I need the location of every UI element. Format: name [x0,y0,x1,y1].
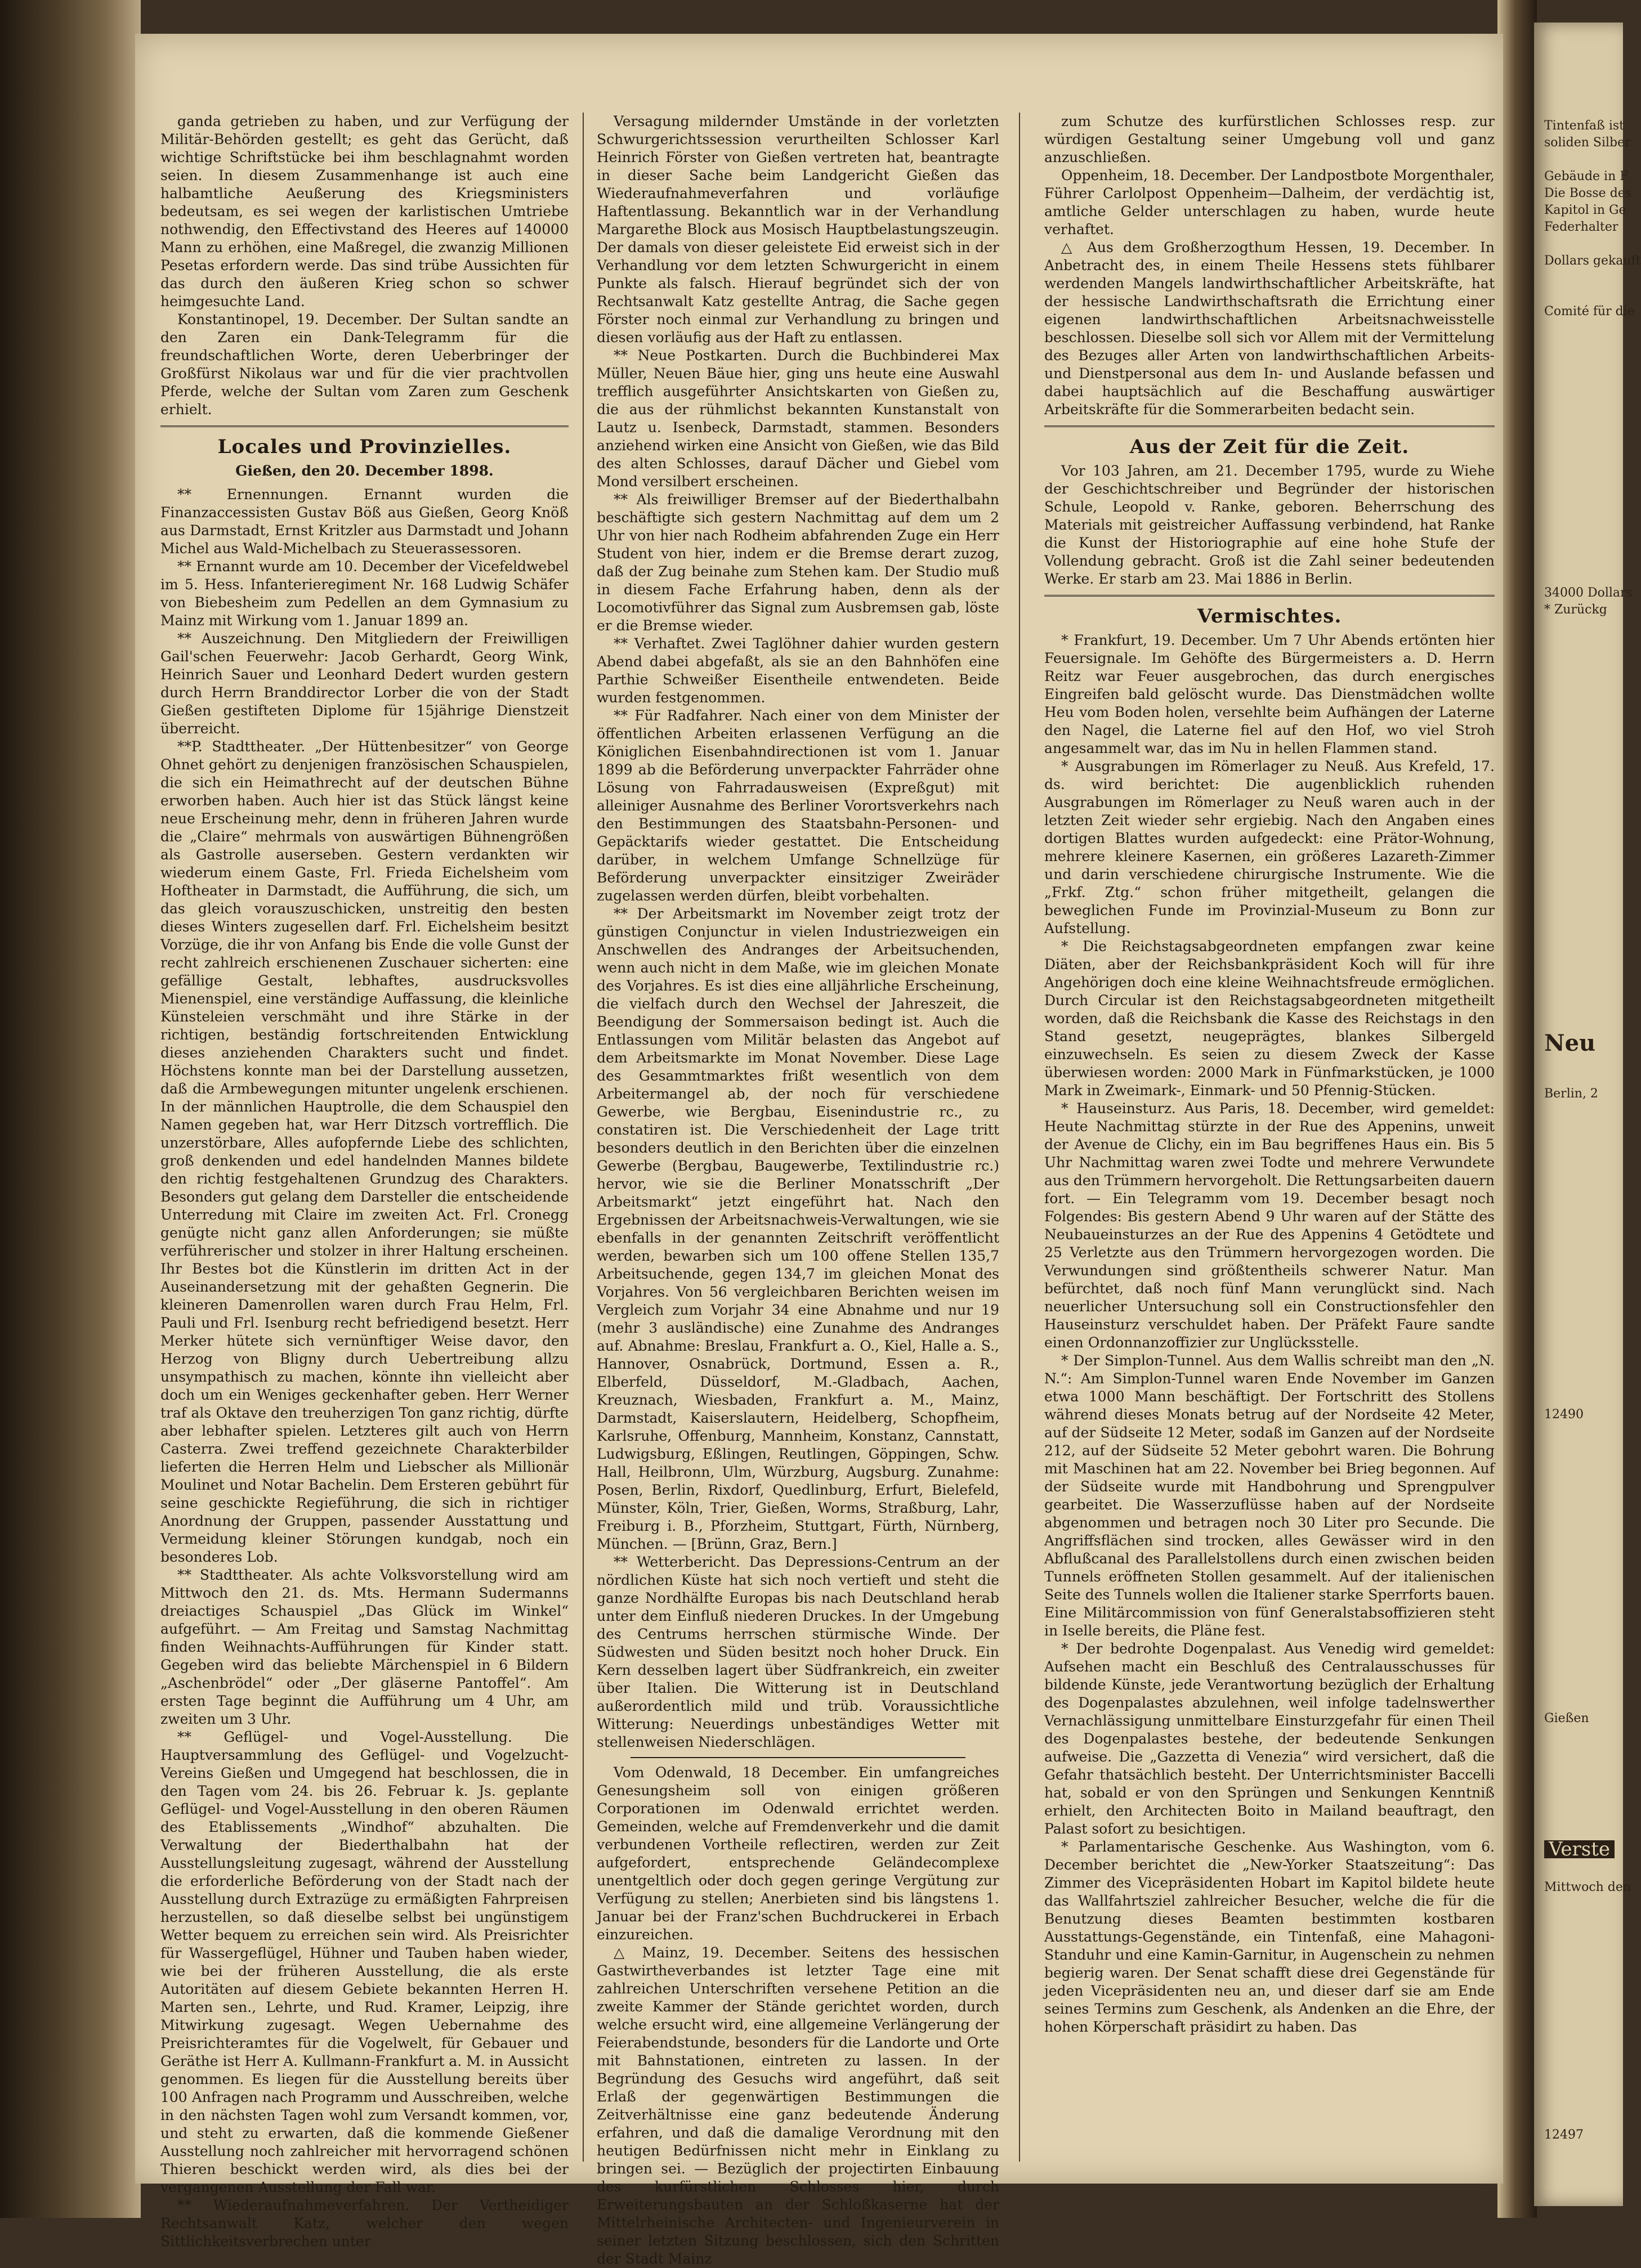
adjacent-line: Die Bosse des [1544,186,1632,200]
article-ranke: Vor 103 Jahren, am 21. December 1795, wurde zu Wiehe der Geschichtschreiber und Begründer der historischen Schule, Leopold v. Ranke, geboren. Beherrschung des Materials mit geistreicher Auffassung verbindend, hat Ranke die Kunst der Historiographie auf eine hohe Stufe der Vollendung gebracht. Groß ist die Zahl seiner bedeutenden Werke. Er starb am 23. Mai 1886 in Berlin. [1044,463,1495,587]
article-hauseinsturz: * Hauseinsturz. Aus Paris, 18. December, wird gemeldet: Heute Nachmittag stürzte in der Rue des Appenins, unweit der Avenue de Clichy, ein im Bau begriffenes Haus ein. Bis 5 Uhr Nachmittag waren zwei Todte und mehrere Verwundete aus den Trümmern hervorgeholt. Die Rettungsarbeiten dauern fort. — Ein Telegramm vom 19. December besagt noch Folgendes: Bis gestern Abend 9 Uhr waren auf der Stätte des Neubaueinsturzes an der Rue des Appenins 4 Getödtete und 25 Verletzte aus den Trümmern hervorgezogen worden. Die Verwundungen sind größtentheils schwerer Natur. Man befürchtet, daß noch fünf Mann verunglückt sind. Nach neuerlicher Untersuchung soll ein Constructionsfehler den Hauseinsturz verschuldet haben. Der Präfekt Faure sandte einen Ordonnanzoffizier zur Unglücksstelle. [1044,1100,1495,1351]
adjacent-line: Kapitol in Ge [1544,203,1626,217]
article-auszeichnung: ** Auszeichnung. Den Mitgliedern der Freiwilligen Gail'schen Feuerwehr: Jacob Gerhardt, Georg Wink, Heinrich Sauer und Leonhard Dedert wurden gestern durch Herrn Branddirector Lorber die von der Stadt Gießen gestifteten Diplome für 15jährige Dienstzeit überreicht. [160,630,569,737]
section-heading-zeit: Aus der Zeit für die Zeit. [1129,436,1410,458]
column-2 [597,113,999,2267]
article-ausstellung: ** Geflügel- und Vogel-Ausstellung. Die Hauptversammlung des Geflügel- und Vogelzucht-Vereins Gießen und Umgegend hat beschlossen, die in den Tagen vom 24. bis 26. Februar k. Js. geplante Geflügel- und Vogel-Ausstellung in den oberen Räumen des Etablissements „Windhof“ abzuhalten. Die Verwaltung der Biederthalbahn hat der Ausstellungsleitung zugesagt, während der Ausstellung die erforderliche Beförderung von der Stadt nach der Ausstellung durch Extrazüge zu ermäßigten Fahrpreisen herzustellen, so daß dieselbe selbst bei ungünstigem Wetter bequem zu erreichen sein wird. Als Preisrichter für Wassergeflügel, Hühner und Tauben haben wieder, wie bei der früheren Ausstellung, die als erste Autoritäten auf diesem Gebiete bekannten Herren H. Marten sen., Lehrte, und Rud. Kramer, Leipzig, ihre Mitwirkung zugesagt. Wegen Uebernahme des Preisrichteramtes für die Vogelwelt, für Gebauer und Geräthe ist Herr A. Kullmann-Frankfurt a. M. in Aussicht genommen. Es liegen für die Ausstellung bereits über 100 Anfragen nach Programm und Ausschreiben, welche in den nächsten Tagen wohl zum Versandt kommen, vor, und steht zu erwarten, daß die kommende Gießener Ausstellung noch zahlreicher mit hervorragend schönen Thieren beschickt werden wird, als dies bei der vergangenen Ausstellung der Fall war. [160,1729,569,2195]
article-verhaftet: ** Verhaftet. Zwei Taglöhner dahier wurden gestern Abend dabei abgefaßt, als sie an den Bahnhöfen eine Parthie Schweißer Eisentheile entwendeten. Beide wurden festgenommen. [597,635,999,706]
article-simplon: * Der Simplon-Tunnel. Aus dem Wallis schreibt man den „N. N.“: Am Simplon-Tunnel waren Ende November im Ganzen etwa 1000 Mann beschäftigt. Der Fortschritt des Stollens während dieses Monats betrug auf der Nordseite 42 Meter, auf der Südseite 12 Meter, sodaß im Ganzen auf der Nordseite 212, auf der Südseite 52 Meter gebohrt waren. Die Bohrung mit Maschinen hat am 22. November bei Brieg begonnen. Auf der Südseite wurde mit Handbohrung und Sprengpulver gearbeitet. Die Wasserzuflüsse haben auf der Nordseite abgenommen und betragen noch 30 Liter pro Secunde. Die Angriffsflächen sind trocken, alles Gewässer wird in den Abflußcanal des Parallelstollens durch einen zwischen beiden Tunnels eröffneten Stollen gesammelt. Auf der italienischen Seite des Tunnels wollen die Italiener starke Sperrforts bauen. Eine Militärcommission von fünf Generalstabsoffizieren steht in Iselle bereits, die Pläne fest. [1044,1352,1495,1639]
adjacent-heading-bar: Verste [1544,1840,1615,1858]
article-constantinople: Konstantinopel, 19. December. Der Sultan sandte an den Zaren ein Dank-Telegramm für die freundschaftlichen Worte, deren Ueberbringer der Großfürst Nikolaus war und für die vier prachtvollen Pferde, welche der Sultan vom Zaren zum Geschenk erhielt. [160,311,569,418]
adjacent-page-fragment [1534,23,1641,2206]
adjacent-line: Tintenfaß ist [1544,119,1625,133]
article-ausgrabungen: * Ausgrabungen im Römerlager zu Neuß. Aus Krefeld, 17. ds. wird berichtet: Die augenblicklich ruhenden Ausgrabungen im Römerlager zu Neuß waren auch in der letzten Zeit wieder sehr ergiebig. Nach den Angaben eines dortigen Blattes wurden aufgedeckt: eine Prätor-Wohnung, mehrere kleinere Kasernen, ein größeres Lazareth-Zimmer und darin verschiedene chirurgische Instrumente. Wie die „Frkf. Ztg.“ schon früher mitgetheilt, gelangen die beweglichen Funde im Provinzial-Museum zu Bonn zur Aufstellung. [1044,758,1495,936]
article-odenwald: Vom Odenwald, 18 December. Ein umfangreiches Genesungsheim soll von einigen größeren Corporationen im Odenwald errichtet werden. Gemeinden, welche auf Fremdenverkehr und die damit verbundenen Vortheile reflectiren, werden zur Zeit aufgefordert, entsprechende Geländecomplexe unentgeltlich oder doch gegen geringe Vergütung zur Verfügung zu stellen; Anerbieten sind bis längstens 1. Januar bei der Franz'schen Buchdruckerei in Erbach einzureichen. [597,1764,999,1943]
article-bremser: ** Als freiwilliger Bremser auf der Biederthalbahn beschäftigte sich gestern Nachmittag auf dem um 2 Uhr von hier nach Rodheim abfahrenden Zuge ein Herr Student von hier, indem er die Bremse derart zuzog, daß der Zug beinahe zum Stehen kam. Der Studio muß in diesem Fache Erfahrung haben, denn als der Locomotivführer das Signal zum Ausbremsen gab, löste er die Bremse wieder. [597,491,999,634]
article-stadttheater: ** Stadttheater. Als achte Volksvorstellung wird am Mittwoch den 21. ds. Mts. Hermann Sudermanns dreiactiges Schauspiel „Das Glück im Winkel“ aufgeführt. — Am Freitag und Samstag Nachmittag finden Weihnachts-Aufführungen für Kinder statt. Gegeben wird das beliebte Märchenspiel in 6 Bildern „Aschenbrödel“ oder „Der gläserne Pantoffel“. Am ersten Tage beginnt die Aufführung um 4 Uhr, am zweiten um 3 Uhr. [160,1567,569,1727]
article-wetterbericht: ** Wetterbericht. Das Depressions-Centrum an der nördlichen Küste hat sich noch vertieft und steht die ganze Nordhälfte Europas bis nach Deutschland herab unter dem Einfluß niederen Druckes. In der Umgebung des Centrums herrschen stürmische Winde. Der Südwesten und Süden besitzt noch hoher Druck. Ein Kern desselben lagert über Südfrankreich, ein zweiter über Italien. Die Witterung ist in Deutschland außerordentlich mild und trüb. Voraussichtliche Witterung: Neuerdings unbeständiges Wetter mit stellenweisen Niederschlägen. [597,1554,999,1750]
adjacent-line: Comité für die [1544,304,1635,319]
article-hessen: △ Aus dem Großherzogthum Hessen, 19. December. In Anbetracht des, in einem Theile Hessens stets fühlbarer werdenden Mangels landwirthschaftlicher Arbeitskräfte, hat der hessische Landwirthschaftsrath die Errichtung einer eigenen landwirthschaftlichen Arbeitsnachweisstelle beschlossen. Dieselbe soll sich vor Allem mit der Vermittelung des Bezuges aller Arten von landwirthschaftlichen Arbeits- und Dienstpersonal aus dem In- und Auslande befassen und dabei hauptsächlich auf die Beschaffung auswärtiger Arbeitskräfte für die Sommerarbeiten bedacht sein. [1044,239,1495,418]
book-binding-left [0,0,141,2218]
adjacent-line: 12490 [1544,1408,1584,1422]
article-arbeitsmarkt: ** Der Arbeitsmarkt im November zeigt trotz der günstigen Conjunctur in vielen Industriezweigen ein Anschwellen des Andranges der Arbeitsuchenden, wenn auch nicht in dem Maße, wie im gleichen Monate des Vorjahres. Es ist dies eine alljährliche Erscheinung, die vielfach durch den Wechsel der Jahreszeit, die Beendigung der Sommersaison bedingt ist. Auch die Entlassungen vom Militär belasten das Angebot auf dem Arbeitsmarkte im Monat November. Diese Lage des Gesammtmarktes frißt wesentlich von dem Arbeitermangel ab, der noch für verschiedene Gewerbe, wie Bergbau, Eisenindustrie rc., zu constatiren ist. Die Verschiedenheit der Lage tritt besonders deutlich in den Berichten über die einzelnen Gewerbe (Bergbau, Baugewerbe, Textilindustrie rc.) hervor, wie sie die Berliner Monatsschrift „Der Arbeitsmarkt“ jetzt eingeführt hat. Nach den Ergebnissen der Arbeitsnachweis-Verwaltungen, wie sie ebenfalls in der genannten Zeitschrift veröffentlicht werden, bewarben sich um 100 offene Stellen 135,7 Arbeitsuchende, gegen 134,7 im gleichen Monat des Vorjahres. Von 56 vergleichbaren Berichten weisen im Vergleich zum Vorjahr 34 eine Abnahme und nur 19 (mehr 3 ausländische) eine Zunahme des Andranges auf. Abnahme: Breslau, Frankfurt a. O., Kiel, Halle a. S., Hannover, Osnabrück, Dortmund, Essen a. R., Elberfeld, Düsseldorf, M.-Gladbach, Aachen, Kreuznach, Wiesbaden, Frankfurt a. M., Mainz, Darmstadt, Kaiserslautern, Heidelberg, Schopfheim, Karlsruhe, Offenburg, Mannheim, Konstanz, Cannstatt, Ludwigsburg, Eßlingen, Reutlingen, Göppingen, Schw. Hall, Heilbronn, Ulm, Würzburg, Augsburg. Zunahme: Posen, Berlin, Rixdorf, Quedlinburg, Erfurt, Bielefeld, Münster, Köln, Trier, Gießen, Worms, Straßburg, Lahr, Freiburg i. B., Pforzheim, Stuttgart, Fürth, Nürnberg, München. — [Brünn, Graz, Bern.] [597,906,999,1552]
article-reichstag: * Die Reichstagsabgeordneten empfangen zwar keine Diäten, aber der Reichsbankpräsident Koch will für ihre Angehörigen doch eine kleine Weihnachtsfreude ermöglichen. Durch Circular ist den Reichstagsabgeordneten mitgetheilt worden, daß die Reichsbank die Kasse des Reichstags in den Stand gesetzt, neugeprägtes, blankes Silbergeld einzuwechseln. Es seien zu diesem Zweck der Kasse überwiesen worden: 2000 Mark in Fünfmarkstücken, je 1000 Mark in Zweimark-, Einmark- und 50 Pfennig-Stücken. [1044,938,1495,1099]
adjacent-heading: Neu [1544,1030,1596,1056]
adjacent-line: * Zurückg [1544,603,1607,617]
adjacent-line: 12497 [1544,2128,1584,2142]
article-radfahrer: ** Für Radfahrer. Nach einer von dem Minister der öffentlichen Arbeiten erlassenen Verfügung an die Königlichen Eisenbahndirectionen ist vom 1. Januar 1899 ab die Beförderung unverpackter Fahrräder ohne Lösung von Fahrradausweisen (Expreßgut) mit alleiniger Ausnahme des Berliner Vorortsverkehrs nach den Bestimmungen des Staatsbahn-Personen- und Gepäcktarifs wieder gestattet. Die Entscheidung darüber, in welchem Umfange Schnellzüge für Beförderung unverpackter einsitziger Zweiräder zugelassen werden dürfen, bleibt vorbehalten. [597,707,999,904]
article-divider [631,1757,965,1758]
article-frankfurt: * Frankfurt, 19. December. Um 7 Uhr Abends ertönten hier Feuersignale. Im Gehöfte des Bürgermeisters a. D. Herrn Reitz war Feuer ausgebrochen, das durch energisches Eingreifen bald gelöscht wurde. Das Dienstmädchen wollte Heu vom Boden holen, versehlte beim Aufhängen der Laterne den Nagel, die Laterne fiel auf den Hof, wo viel Stroh angesammelt war, das im Nu in hellen Flammen stand. [1044,632,1495,756]
adjacent-line: Dollars gekauft [1544,254,1641,268]
section-heading-vermischtes: Vermischtes. [1197,605,1342,627]
article-mainz-cont: zum Schutze des kurfürstlichen Schlosses resp. zur würdigen Gestaltung seiner Umgebung voll und ganz anzuschließen. [1044,113,1495,165]
section-heading-locales: Locales und Provinzielles. [217,436,512,458]
column-3 [1044,113,1495,2162]
article-ernennungen: ** Ernennungen. Ernannt wurden die Finanzaccessisten Gustav Böß aus Gießen, Georg Knöß aus Darmstadt, Ernst Kritzler aus Darmstadt und Johann Michel aus Wald-Michelbach zu Steuerassessoren. [160,486,569,557]
adjacent-line: soliden Silber [1544,136,1631,150]
dateline: Gießen, den 20. December 1898. [235,463,494,479]
column-rule-2 [1019,113,1020,2162]
article-spain: ganda getrieben zu haben, und zur Verfügung der Militär-Behörden gestellt; es geht das Gerücht, daß wichtige Schriftstücke bei ihm beschlagnahmt worden seien. In diesem Zusammenhange ist auch eine halbamtliche Aeußerung des Kriegsministers bedeutsam, es sei wegen der karlistischen Umtriebe nothwendig, den Effectivstand des Heeres auf 140000 Mann zu erhöhen, eine Maßregel, die zwanzig Millionen Pesetas erfordern werde. Das sind trübe Aussichten für das durch den äußeren Krieg schon so schwer heimgesuchte Land. [160,113,569,310]
adjacent-line: Federhalter [1544,220,1618,234]
section-divider [1044,425,1495,427]
book-binding-right [1497,0,1537,2218]
article-geschenke: * Parlamentarische Geschenke. Aus Washington, vom 6. December berichtet die „New-Yorker Staatszeitung“: Das Zimmer des Vicepräsidenten Hobart im Kapitol bildete heute das Wallfahrtsziel zahlreicher Besucher, welche die für die Benutzung dieses Beamten bestimmten kostbaren Ausstattungs-Gegenstände, ein Tintenfaß, eine Mahagoni-Standuhr und eine Kamin-Garnitur, in Augenschein zu nehmen begierig waren. Der Senat schafft diese drei Gegenstände für jeden Vicepräsidenten neu an, und dieser darf sie am Ende seines Termins zum Geschenk, als Andenken an die Ehre, der hohen Körperschaft präsidirt zu haben. Das [1044,1839,1495,2035]
section-divider [160,425,569,427]
article-oppenheim: Oppenheim, 18. December. Der Landpostbote Morgenthaler, Führer Carlolpost Oppenheim—Dalheim, der verdächtig ist, amtliche Gelder unterschlagen zu haben, wurde heute verhaftet. [1044,167,1495,237]
adjacent-line: Gießen [1544,1711,1589,1725]
adjacent-line: Mittwoch den [1544,1880,1631,1894]
column-1 [160,113,569,2249]
section-divider [1044,595,1495,597]
article-wiederaufnahme-cont: Versagung mildernder Umstände in der vorletzten Schwurgerichtssession verurtheilten Schlosser Karl Heinrich Förster von Gießen vertreten hat, beantragte in dieser Sache beim Landgericht Gießen das Wiederaufnahmeverfahren und vorläufige Haftentlassung. Bekanntlich war in der Verhandlung Margarethe Block aus Mosisch Hauptbelastungszeugin. Der damals von dieser geleistete Eid erweist sich in der Verhandlung vor dem letzten Schwurgericht in einem Punkte als falsch. Hierauf begründet sich der von Rechtsanwalt Katz gestellte Antrag, die Sache gegen Förster noch einmal zur Verhandlung zu bringen und diesen vorläufig aus der Haft zu entlassen. [597,113,999,346]
article-wiederaufnahme: ** Wiederaufnahmeverfahren. Der Vertheidiger Rechtsanwalt Katz, welcher den wegen Sittlichkeitsverbrechen unter [160,2197,569,2249]
article-ernannt: ** Ernannt wurde am 10. December der Vicefeldwebel im 5. Hess. Infanterieregiment Nr. 168 Ludwig Schäfer von Biebesheim zum Pedellen an dem Gymnasium zu Mainz mit Wirkung vom 1. Januar 1899 an. [160,558,569,629]
adjacent-line: Berlin, 2 [1544,1087,1598,1101]
adjacent-line: 34000 Dollars [1544,586,1633,600]
article-postkarten: ** Neue Postkarten. Durch die Buchbinderei Max Müller, Neuen Bäue hier, ging uns heute eine Auswahl trefflich ausgeführter Ansichtskarten von Gießen zu, die aus der rühmlichst bekannten Kunstanstalt von Lautz u. Isenbeck, Darmstadt, stammen. Besonders anziehend wirken eine Ansicht von Gießen, wie das Bild des alten Schlosses, darauf Dächer und Giebel vom Mond versilbert erscheinen. [597,347,999,490]
article-dogenpalast: * Der bedrohte Dogenpalast. Aus Venedig wird gemeldet: Aufsehen macht ein Beschluß des Centralausschusses für bildende Künste, jede Verantwortung bezüglich der Erhaltung des Dogenpalastes abzulehnen, weil infolge tadelnswerther Vernachlässigung unmittelbare Einsturzgefahr für einen Theil des Dogenpalastes bestehe, der bedeutende Senkungen aufweise. Die „Gazzetta di Venezia“ wird versichert, daß die Gefahr thatsächlich besteht. Der Unterrichtsminister Baccelli hat, sobald er von den Sprüngen und Senkungen Kenntniß erhielt, den Architecten Boito in Mailand beauftragt, den Palast sofort zu besichtigen. [1044,1641,1495,1837]
adjacent-line: Gebäude in F [1544,169,1629,183]
article-mainz: △ Mainz, 19. December. Seitens des hessischen Gastwirtheverbandes ist letzter Tage eine mit zahlreichen Unterschriften versehene Petition an die zweite Kammer der Stände gerichtet worden, durch welche ersucht wird, eine allgemeine Verlängerung der Feierabendstunde, besonders für die Landorte und Orte mit Bahnstationen, eintreten zu lassen. In der Begründung des Gesuchs wird angeführt, daß seit Erlaß der gegenwärtigen Bestimmungen die Zeitverhältnisse eine ganz bedeutende Änderung erfahren, und daß die damalige Verordnung mit den heutigen Bedürfnissen nicht mehr in Einklang zu bringen sei. — Bezüglich der projectirten Einbauung des kurfürstlichen Schlosses hier, durch Erweiterungsbauten an der Schloßkaserne hat der Mittelrheinische Architecten- und Ingenieurverein in seiner letzten Sitzung beschlossen, sich den Schritten der Stadt Mainz [597,1944,999,2267]
article-stadttheater-review: **P. Stadttheater. „Der Hüttenbesitzer“ von George Ohnet gehört zu denjenigen französischen Schauspielen, die sich ein Heimathrecht auf der deutschen Bühne erworben haben. Auch hier ist das Stück längst keine neue Erscheinung mehr, denn in früheren Jahren wurde die „Claire“ mehrmals von auswärtigen Bühnengrößen als Gastrolle auserseben. Gestern verdankten wir wiederum einem Gaste, Frl. Frieda Eichelsheim vom Hoftheater in Darmstadt, die Aufführung, die sich, um das gleich vorauszuschicken, unstreitig den besten dieses Winters zugesellen darf. Frl. Eichelsheim besitzt Vorzüge, die ihr von Anfang bis Ende die volle Gunst der recht zahlreich erschienenen Zuschauer sicherten: eine gefällige Gestalt, lebhaftes, ausdrucksvolles Mienenspiel, eine verständige Auffassung, die kleinliche Künsteleien verschmäht und ihre Stärke in der richtigen, beständig fortschreitenden Entwicklung dieses anziehenden Charakters sucht und findet. Höchstens konnte man bei der Darstellung aussetzen, daß die Armbewegungen mitunter ungelenk erschienen. In der männlichen Hauptrolle, die dem Schauspiel den Namen gegeben hat, war Herr Ditzsch vortrefflich. Die unzerstörbare, Alles aufopfernde Liebe des schlichten, groß denkenden und edel handelnden Mannes bildete den richtig festgehaltenen Grundzug des Charakters. Besonders gut gelang dem Darsteller die entscheidende Unterredung mit Claire im zweiten Act. Frl. Cronegg genügte nicht ganz allen Anforderungen; sie müßte verführerischer und stolzer in ihrer Haltung erscheinen. Ihr Bestes bot die Künstlerin im dritten Act in der Auseinandersetzung mit der gehaßten Gegnerin. Die kleineren Damenrollen waren durch Frau Helm, Frl. Pauli und Frl. Isenburg recht befriedigend besetzt. Herr Merker hütete sich vernünftiger Weise davor, den Herzog von Bligny durch Uebertreibung allzu unsympathisch zu machen, könnte ihn vielleicht aber doch um ein Weniges geckenhafter geben. Herr Werner traf als Oktave den treuherzigen Ton ganz richtig, dürfte aber lebhafter spielen. Letzteres gilt auch von Herrn Casterra. Zwei treffend gezeichnete Charakterbilder lieferten die Herren Helm und Liebscher als Millionär Moulinet und Notar Bachelin. Dem Ersteren gebührt für seine geschickte Regieführung, die sich in richtiger Anordnung der Gruppen, passender Ausstattung und Vermeidung kleiner Störungen kundgab, noch ein besonderes Lob. [160,738,569,1565]
column-rule-1 [583,113,584,2162]
